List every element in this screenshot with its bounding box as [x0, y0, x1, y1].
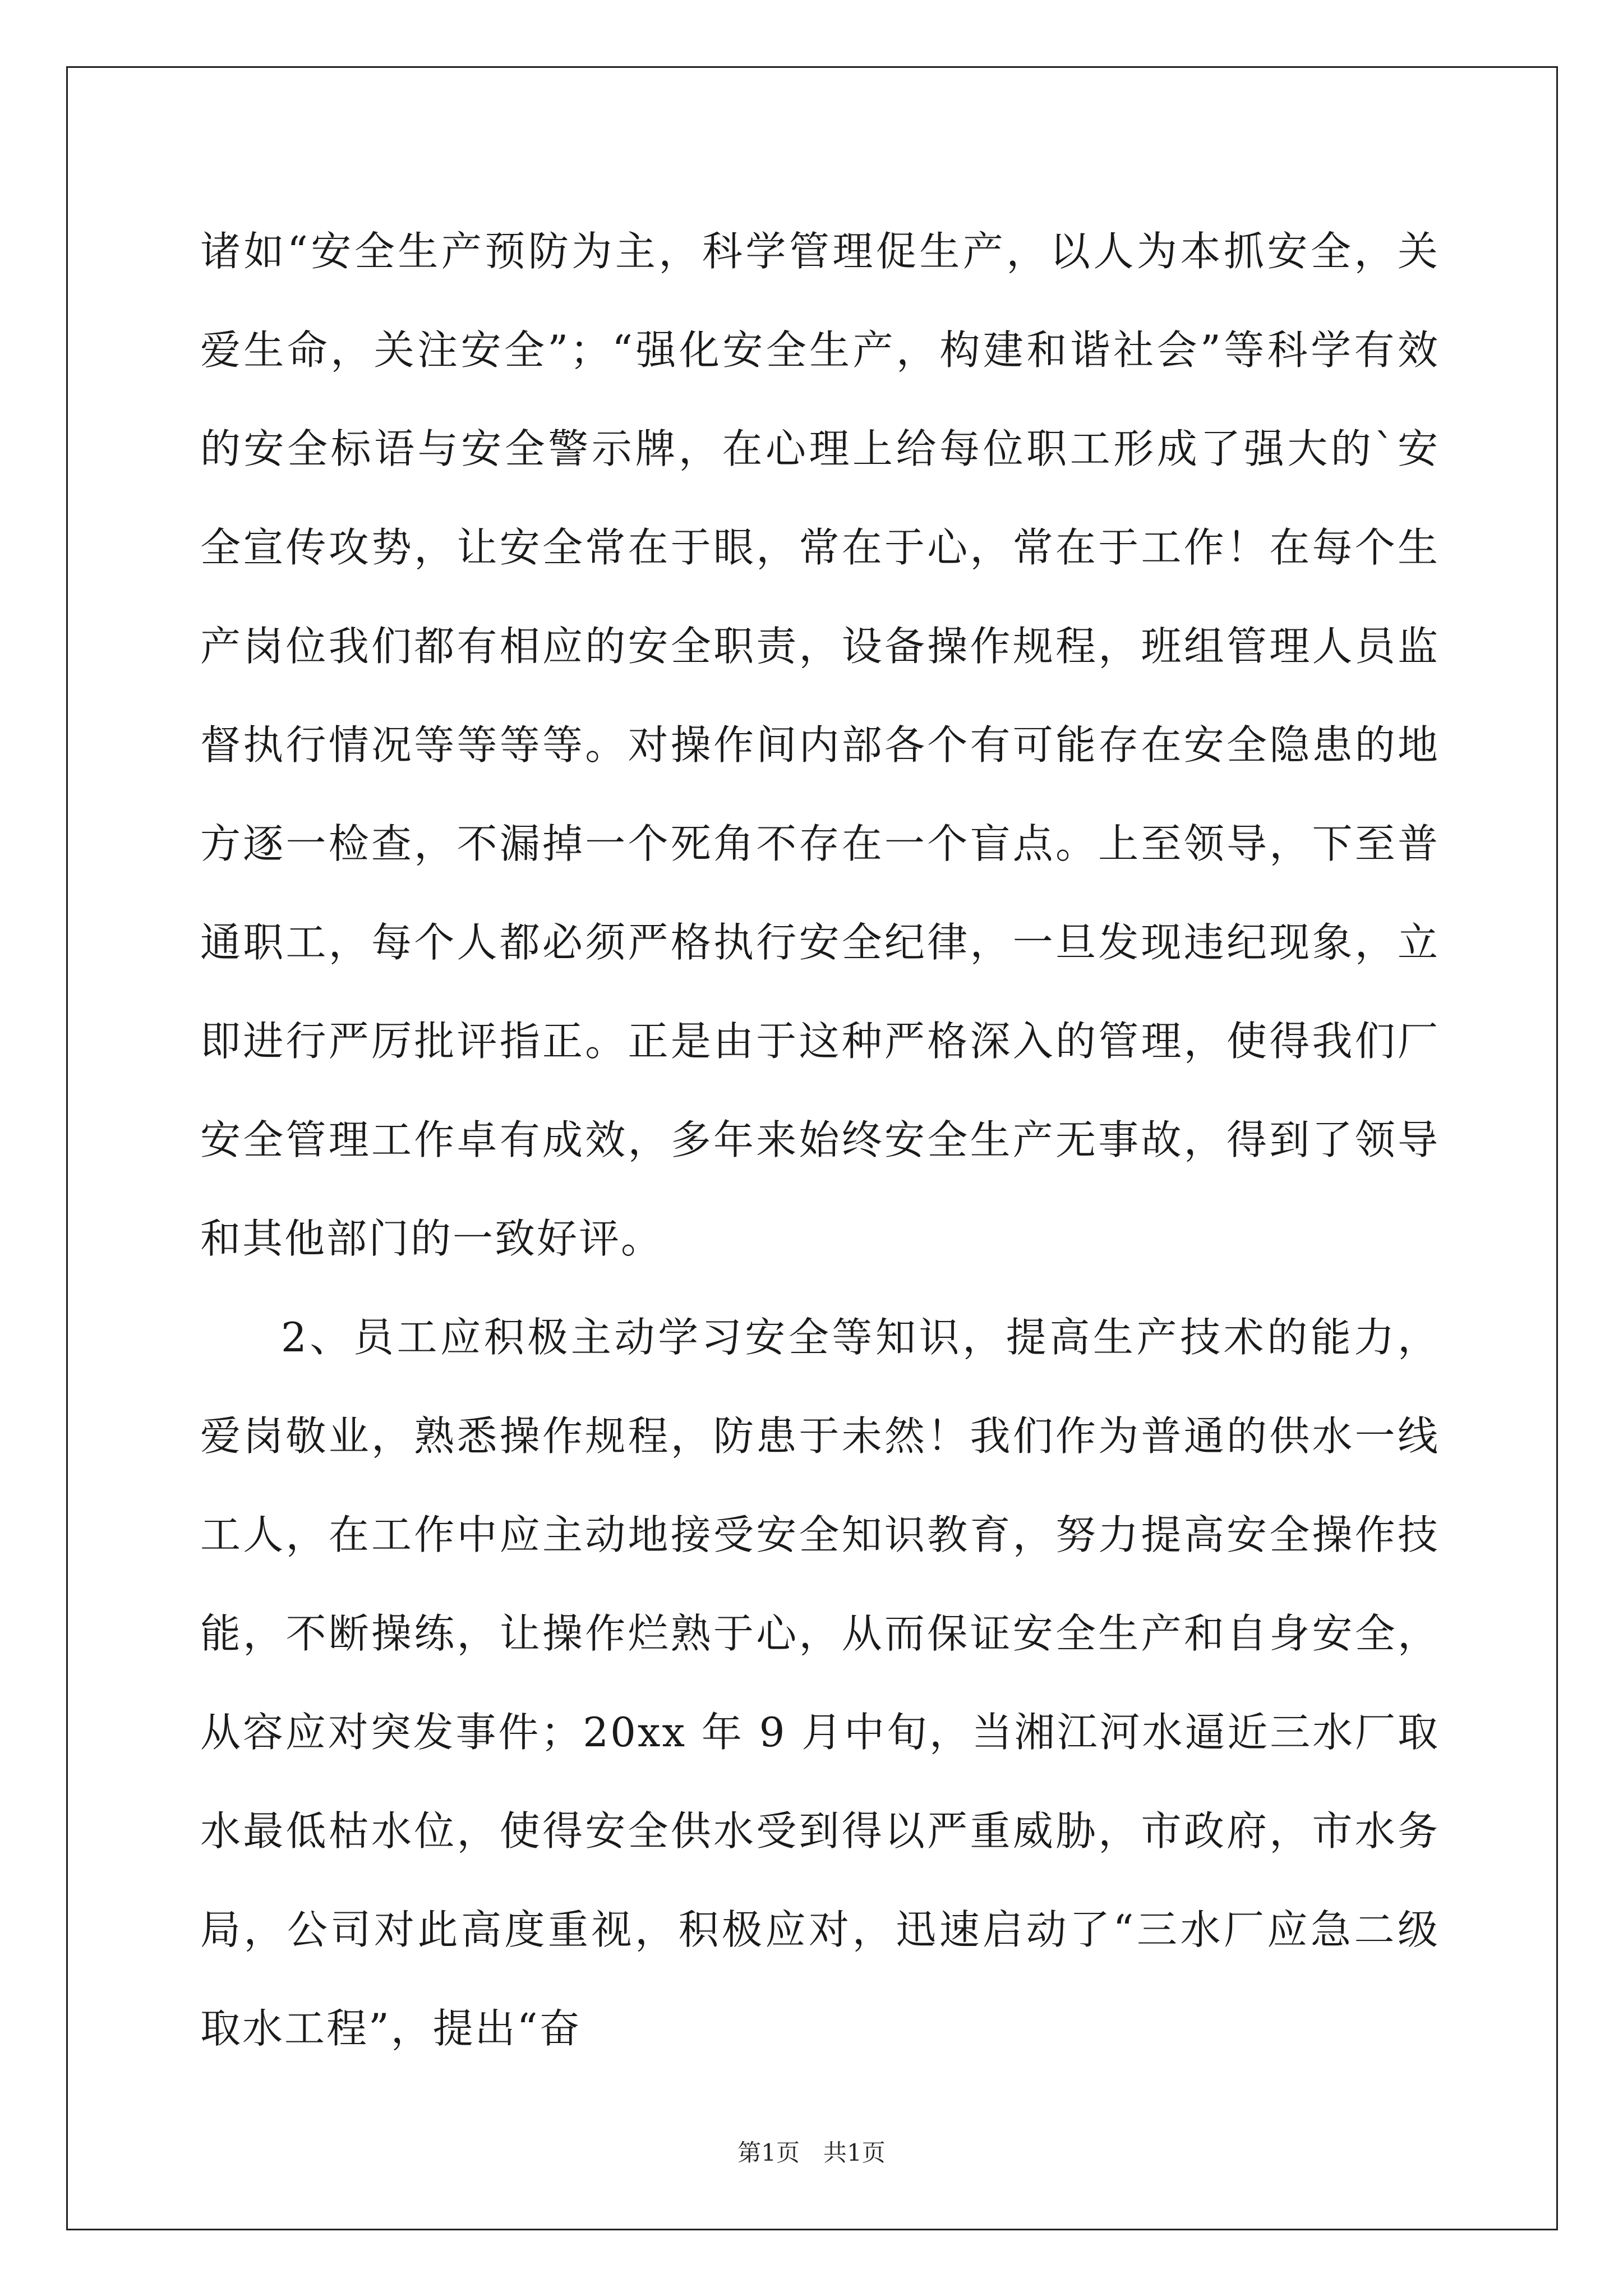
paragraph-1: 诸如“安全生产预防为主，科学管理促生产，以人为本抓安全，关爱生命，关注安全”；“强化安全生产，构建和谐社会”等科学有效的安全标语与安全警示牌，在心理上给每位职工形成了强大的`安全宣传攻势，让安全常在于眼，常在于心，常在于工作！在每个生产岗位我们都有相应的安全职责，设备操作规程，班组管理人员监督执行情况等等等等。对操作间内部各个有可能存在安全隐患的地方逐一检查，不漏掉一个死角不存在一个盲点。上至领导，下至普通职工，每个人都必须严格执行安全纪律，一旦发现违纪现象，立即进行严厉批评指正。正是由于这种严格深入的管理，使得我们厂安全管理工作卓有成效，多年来始终安全生产无事故，得到了领导和其他部门的一致好评。 [200, 228, 1440, 1262]
document-body [200, 202, 1440, 2078]
paragraph-2: 2、员工应积极主动学习安全等知识，提高生产技术的能力，爱岗敬业，熟悉操作规程，防患于未然！我们作为普通的供水一线工人，在工作中应主动地接受安全知识教育，努力提高安全操作技能，不断操练，让操作烂熟于心，从而保证安全生产和自身安全，从容应对突发事件；20xx 年 9 月中旬，当湘江河水逼近三水厂取水最低枯水位，使得安全供水受到得以严重威胁，市政府，市水务局，公司对此高度重视，积极应对，迅速启动了“三水厂应急二级取水工程”，提出“奋 [200, 1314, 1440, 2052]
page-footer: 第1页 共1页 [737, 2139, 886, 2166]
